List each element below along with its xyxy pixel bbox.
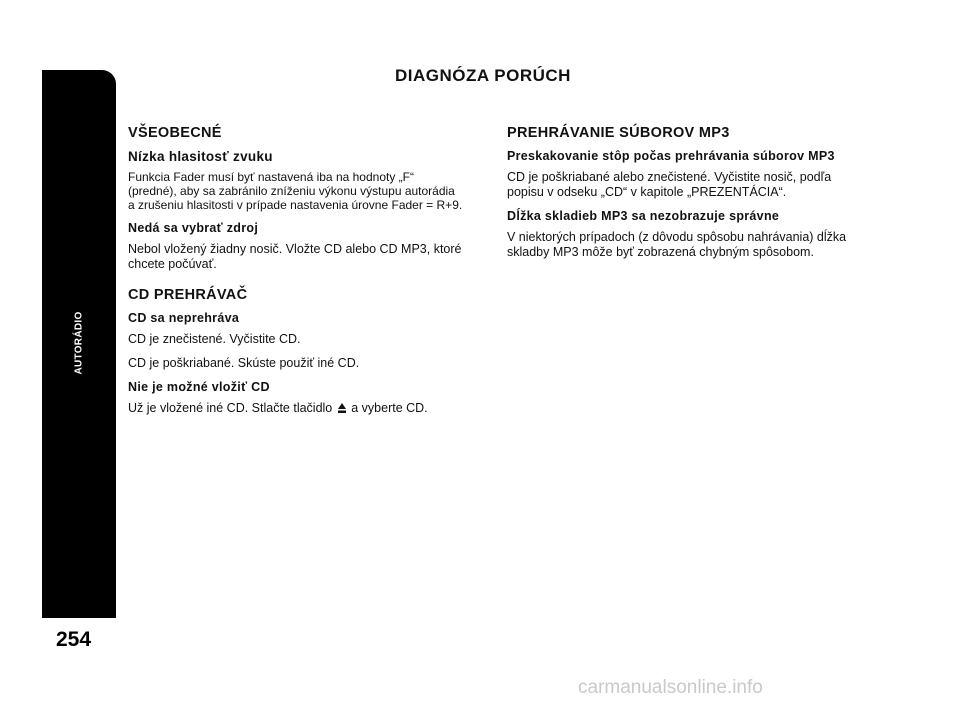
text-line: Funkcia Fader musí byť nastavená iba na hodnoty „F“ [128,170,414,184]
text-line: CD je poškriabané alebo znečistené. Vyčistite nosič, podľa [507,170,832,184]
subheading-track-length: Dĺžka skladieb MP3 sa nezobrazuje správne [507,209,780,223]
text-before-icon: Už je vložené iné CD. Stlačte tlačidlo [128,401,333,415]
watermark: carmanualsonline.info [578,677,763,698]
subheading-cannot-insert: Nie je možné vložiť CD [128,380,270,394]
text-line: chcete počúvať. [128,257,217,271]
text-after-icon: a vyberte CD. [351,401,428,415]
paragraph-cd-scratched: CD je poškriabané. Skúste použiť iné CD. [128,356,360,370]
subheading-low-volume: Nízka hlasitosť zvuku [128,149,273,164]
paragraph-no-media [128,242,490,272]
subheading-no-source: Nedá sa vybrať zdroj [128,221,259,235]
text-line: popisu v odseku „CD“ v kapitole „PREZENTÁCIA“. [507,185,787,199]
text-line: skladby MP3 môže byť zobrazená chybným spôsobom. [507,245,814,259]
paragraph-cd-dirty: CD je znečistené. Vyčistite CD. [128,332,301,346]
eject-icon [338,403,346,413]
subheading-track-skipping: Preskakovanie stôp počas prehrávania súborov MP3 [507,149,835,163]
page-number: 254 [56,628,92,651]
left-column [128,126,490,425]
paragraph-scratched-media [507,170,857,200]
paragraph-eject [128,401,490,416]
text-line: (predné), aby sa zabránilo zníženiu výkonu výstupu autorádia [128,184,455,198]
section-heading-cd-player: CD PREHRÁVAČ [128,287,248,303]
subheading-cd-not-playing: CD sa neprehráva [128,311,240,325]
side-chapter-label: AUTORÁDIO [73,311,85,375]
right-column [507,126,857,269]
text-line: Nebol vložený žiadny nosič. Vložte CD alebo CD MP3, ktoré [128,242,462,256]
paragraph-fader [128,170,490,212]
paragraph-track-length [507,230,857,260]
text-line: V niektorých prípadoch (z dôvodu spôsobu nahrávania) dĺžka [507,230,847,244]
section-heading-general: VŠEOBECNÉ [128,125,222,141]
text-line: a zrušeniu hlasitosti v prípade nastavenia úrovne Fader = R+9. [128,198,463,212]
page-title: DIAGNÓZA PORÚCH [395,66,571,85]
section-heading-mp3: PREHRÁVANIE SÚBOROV MP3 [507,125,730,141]
